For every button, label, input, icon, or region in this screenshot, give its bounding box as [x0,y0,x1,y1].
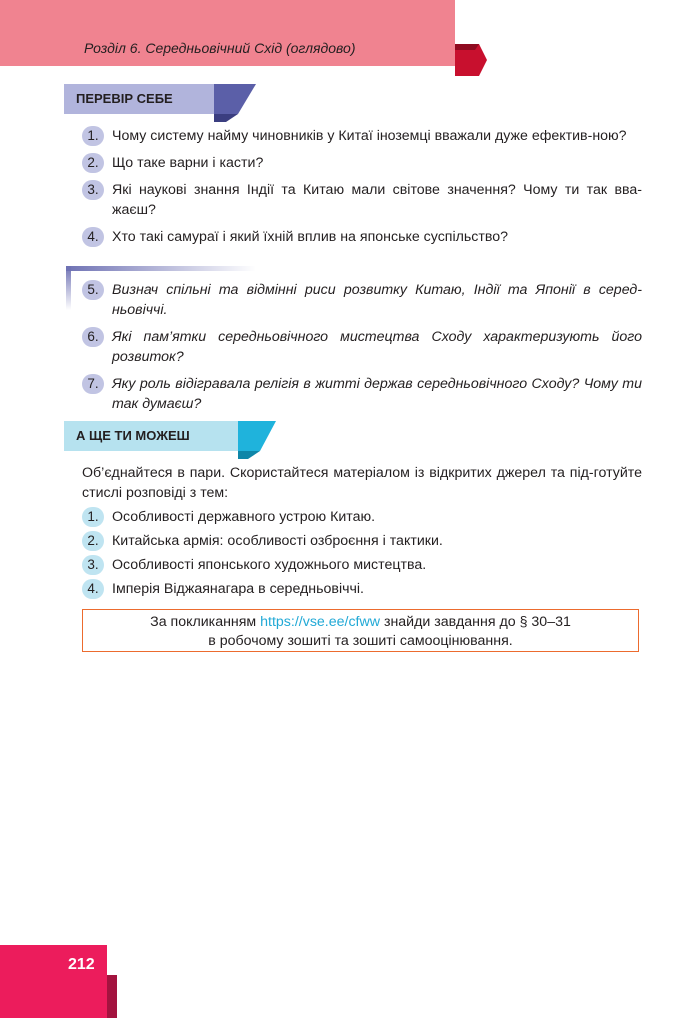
list-item [82,180,642,220]
question-number: 1. [82,126,104,146]
online-tasks-line2: в робочому зошиті та зошиті самооцінювання. [208,633,513,649]
list-item [82,153,642,173]
check-questions-list [82,126,642,254]
list-item [82,579,642,599]
topic-text: Китайська армія: особливості озброєння і тактики. [112,533,443,549]
question-number: 7. [82,374,104,394]
page-number: 212 [68,956,95,973]
question-text: Хто такі самураї і який їхній вплив на японське суспільство? [112,229,509,245]
online-tasks-line1 [83,613,638,632]
list-item [82,374,642,414]
list-item [82,126,642,146]
advanced-questions-list [82,280,642,421]
question-text: Що таке варни і касти? [112,155,264,171]
list-item [82,531,642,551]
question-number: 6. [82,327,104,347]
list-item [82,555,642,575]
topic-text: Особливості державного устрою Китаю. [112,509,376,525]
check-ribbon-icon [214,84,258,122]
more-ribbon-icon [238,421,278,459]
question-text: Які наукові знання Індії та Китаю мали світове значення? Чому ти так вва-жаєш? [112,182,642,218]
question-number: 5. [82,280,104,300]
question-number: 2. [82,153,104,173]
you-can-also-label: А ЩЕ ТИ МОЖЕШ [64,421,250,451]
topic-number: 2. [82,531,104,551]
topic-number: 4. [82,579,104,599]
tasks-link[interactable]: https://vse.ee/cfww [260,614,380,630]
topic-text: Імперія Віджаянагара в середньовіччі. [112,581,364,597]
advanced-level-marker-vertical [66,266,71,310]
question-text: Яку роль відігравала релігія в житті держав середньовічного Сходу? Чому ти так думаєш? [112,376,642,412]
list-item [82,280,642,320]
check-yourself-label: ПЕРЕВІР СЕБЕ [64,84,226,114]
online-tasks-suffix: знайди завдання до § 30–31 [380,614,571,630]
topic-number: 3. [82,555,104,575]
topic-number: 1. [82,507,104,527]
chapter-header-band [0,0,455,66]
question-text: Визнач спільні та відмінні риси розвитку Китаю, Індії та Японії в серед-ньовіччі. [112,282,642,318]
page-number-shadow [107,975,117,1018]
list-item [82,327,642,367]
question-number: 3. [82,180,104,200]
question-number: 4. [82,227,104,247]
task-intro: Об’єднайтеся в пари. Скористайтеся матеріалом із відкритих джерел та під-готуйте стислі розповіді з тем: [82,465,642,501]
online-tasks-box [82,609,639,652]
chapter-title: Розділ 6. Середньовічний Схід (оглядово) [84,40,356,56]
header-ribbon-icon [455,44,489,76]
online-tasks-prefix: За покликанням [150,614,261,630]
list-item [82,227,642,247]
topic-text: Особливості японського художнього мистецтва. [112,557,427,573]
question-text: Які пам’ятки середньовічного мистецтва Сходу характеризують його розвиток? [112,329,642,365]
advanced-level-marker [66,266,256,271]
question-text: Чому систему найму чиновників у Китаї іноземці вважали дуже ефектив-ною? [112,128,627,144]
list-item [82,507,642,527]
topics-list [82,507,642,603]
